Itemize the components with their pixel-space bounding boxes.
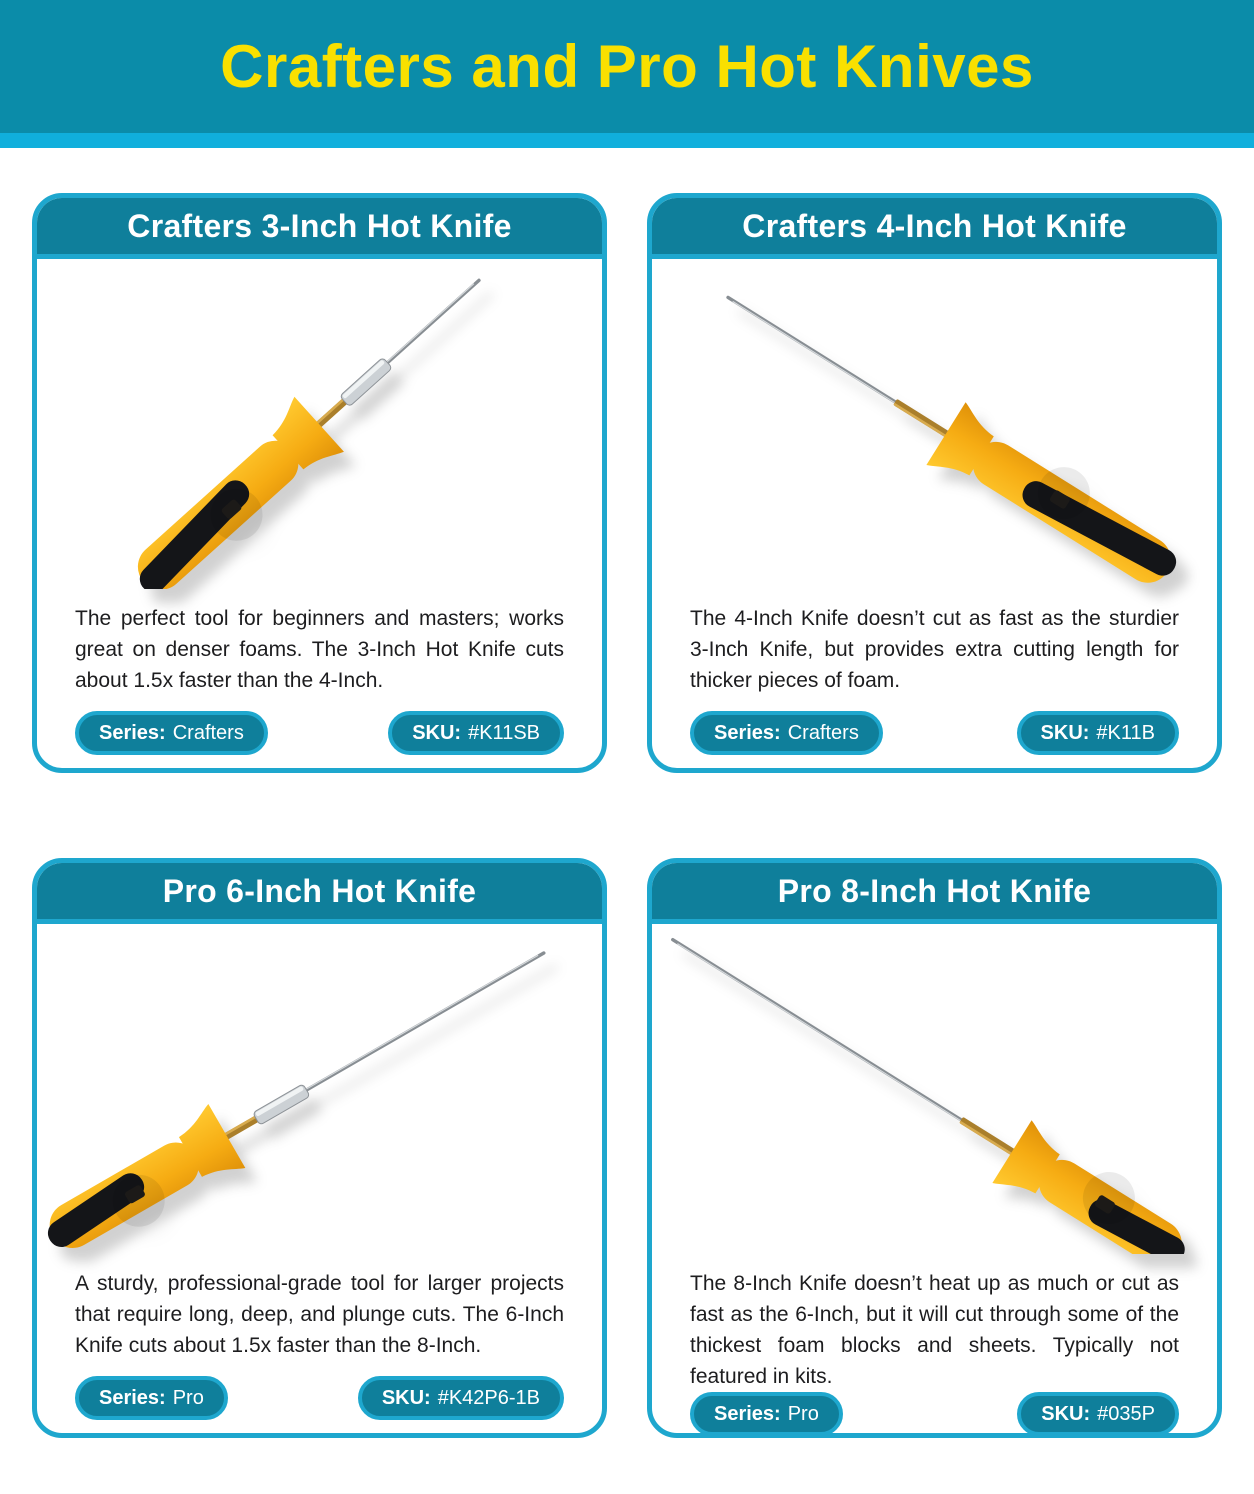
sku-badge [1017,1392,1179,1436]
series-label: Series: [99,721,166,744]
series-label: Series: [714,1402,781,1425]
sku-badge [1017,711,1179,755]
badge-row [37,711,602,768]
card-title: Pro 8-Inch Hot Knife [777,872,1092,909]
series-value: Crafters [787,721,859,744]
series-label: Series: [99,1386,166,1409]
product-image [652,259,1217,589]
page-banner [0,0,1254,133]
series-badge [690,711,883,755]
sku-badge [388,711,564,755]
product-description: A sturdy, professional-grade tool for larger projects that require long, deep, and plunge cuts. The 6-Inch Knife cuts about 1.5x faster than the 8-Inch. [75,1272,564,1357]
product-description: The 8-Inch Knife doesn’t heat up as much or cut as fast as the 6-Inch, but it will cut through some of the thickest foam blocks and sheets. Typically not featured in kits. [690,1272,1179,1388]
series-badge [75,1376,228,1420]
sku-value: #K11B [1096,721,1155,744]
badge-row [652,1392,1217,1438]
badge-row [37,1376,602,1433]
card-header [37,198,602,259]
hot-knife-illustration [652,924,1217,1254]
sku-value: #K42P6-1B [437,1386,540,1409]
sku-label: SKU: [1040,721,1090,744]
series-value: Pro [172,1386,204,1409]
page-title: Crafters and Pro Hot Knives [220,33,1034,100]
product-image [37,259,602,589]
sku-label: SKU: [1041,1402,1091,1425]
product-image [37,924,602,1254]
series-label: Series: [714,721,781,744]
product-card-crafters-3-inch [32,193,607,773]
series-badge [690,1392,843,1436]
sku-badge [358,1376,564,1420]
card-header [37,863,602,924]
sku-value: #035P [1097,1402,1155,1425]
series-value: Crafters [172,721,244,744]
series-badge [75,711,268,755]
product-image [652,924,1217,1254]
sku-label: SKU: [381,1386,431,1409]
product-card-crafters-4-inch [647,193,1222,773]
card-title: Pro 6-Inch Hot Knife [162,872,477,909]
hot-knife-illustration [37,259,602,589]
card-header [652,863,1217,924]
product-card-pro-6-inch [32,858,607,1438]
card-header [652,198,1217,259]
card-title: Crafters 3-Inch Hot Knife [127,207,512,244]
product-description: The perfect tool for beginners and masters; works great on denser foams. The 3-Inch Hot Knife cuts about 1.5x faster than the 4-Inch. [75,607,564,692]
product-card-pro-8-inch [647,858,1222,1438]
sku-label: SKU: [412,721,462,744]
hot-knife-illustration [37,924,602,1254]
product-description: The 4-Inch Knife doesn’t cut as fast as the sturdier 3-Inch Knife, but provides extra cutting length for thicker pieces of foam. [690,607,1179,692]
product-grid [0,148,1254,1438]
banner-accent-strip [0,133,1254,148]
hot-knife-illustration [652,259,1217,589]
badge-row [652,711,1217,768]
sku-value: #K11SB [468,721,540,744]
series-value: Pro [787,1402,819,1425]
card-title: Crafters 4-Inch Hot Knife [742,207,1127,244]
